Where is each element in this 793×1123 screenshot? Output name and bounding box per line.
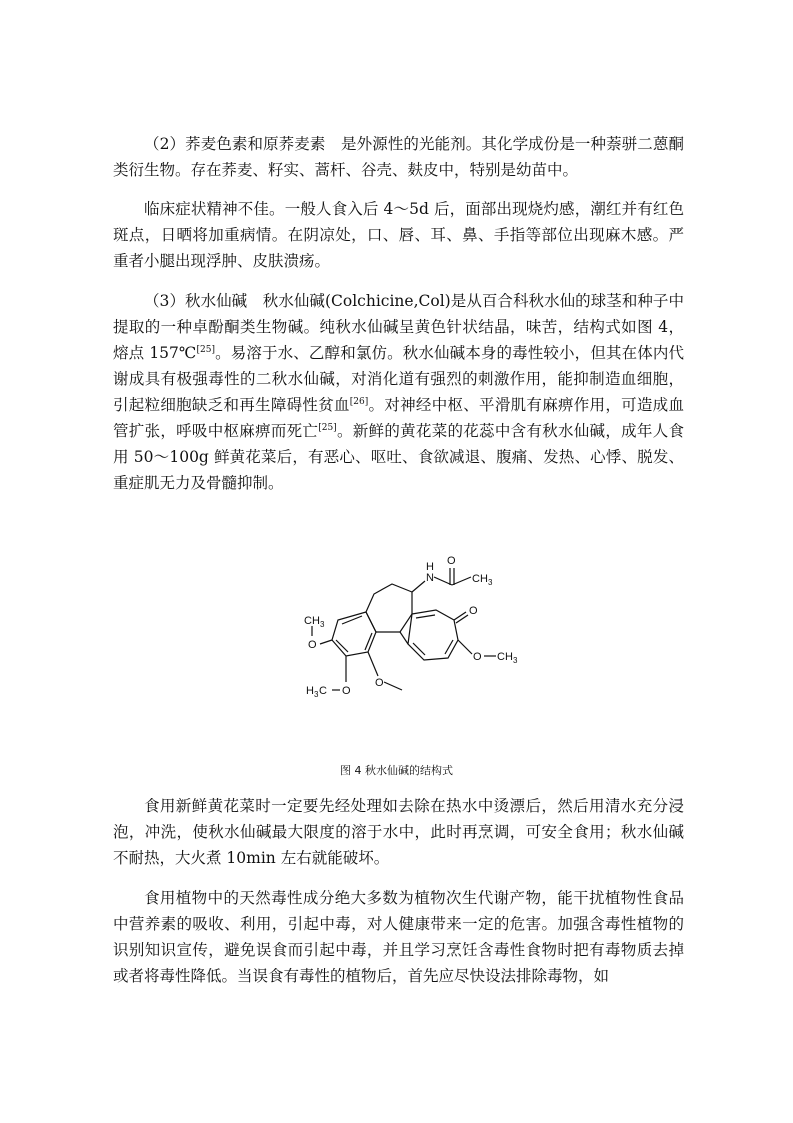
paragraph-clinical-symptoms: 临床症状精神不佳。一般人食入后 4～5d 后，面部出现烧灼感，潮红并有红色斑点，日晒将加重病情。在阴凉处，口、唇、耳、鼻、手指等部位出现麻木感。严重者小腿出现浮肿、皮肤溃疡。: [113, 200, 684, 270]
bond-c7-n: [412, 581, 425, 592]
ring-c-inner-1: [416, 615, 435, 618]
label-bottommid-o: O: [375, 677, 384, 689]
label-carbonyl-o: O: [447, 555, 456, 567]
label-acetyl-ch3: CH: [472, 573, 488, 585]
paragraph-toxins-summary: 食用植物中的天然毒性成分绝大多数为植物次生代谢产物，能干扰植物性食品中营养素的吸收、利用，引起中毒，对人健康带来一定的危害。加强含毒性植物的识别知识宣传，避免误食而引起中毒，并且学习烹饪含毒性食物时把有毒物质去掉或者将毒性降低。当误食有毒性的植物后，首先应尽快设法排除毒物，如: [113, 889, 684, 985]
colchicine-text-b: 。易溶于水、乙醇和氯仿。秋水仙碱本身的毒性较小，但其在体内代谢成具有极强毒性的二秋水仙碱，对消化道有强烈的刺激作用，能抑制造血细胞，引起粒细胞缺乏和再生障碍性贫血: [113, 344, 684, 414]
label-right-o: O: [473, 651, 482, 663]
label-nitrogen: N: [426, 572, 434, 584]
label-ketone-o: O: [469, 605, 478, 617]
bond-o-ch3-bottom: [384, 682, 402, 690]
ring-a-inner-1: [342, 616, 362, 624]
label-left-o: O: [308, 639, 317, 651]
bond-ketone-1: [454, 612, 466, 620]
citation-26: [26]: [349, 396, 369, 407]
colchicine-text-c: 。对神经中枢、平滑肌有麻痹作用，可造成血管扩张，呼吸中枢麻痹而死亡: [113, 396, 684, 440]
label-lefttop-ch3-sub: 3: [320, 620, 325, 629]
label-nh-hydrogen: H: [426, 561, 434, 573]
label-lefttop-ch3: CH: [304, 615, 320, 627]
label-right-ch3: CH: [497, 651, 513, 663]
label-bottomleft-o: O: [342, 685, 351, 697]
label-h3c-c: C: [319, 685, 327, 697]
colchicine-structure-figure: [290, 548, 530, 708]
citation-25: [25]: [196, 344, 215, 355]
bond-c10-o: [458, 640, 472, 654]
bond-c3-o: [368, 652, 378, 676]
colchicine-text-a: （3）秋水仙碱 秋水仙碱(Colchicine,Col)是从百合科秋水仙的球茎和种子中提取的一种卓酚酮类生物碱。纯秋水仙碱呈黄色针状结晶，味苦，结构式如图 4，熔点 157℃: [113, 292, 684, 362]
bond-c1-o: [320, 640, 332, 644]
label-h3c-h: H: [306, 685, 314, 697]
label-acetyl-ch3-sub: 3: [488, 578, 493, 587]
label-h3c-sub: 3: [314, 690, 319, 699]
bond-ring-junction: [400, 632, 408, 644]
bond-n-c: [434, 577, 452, 585]
figure-caption: 图 4 秋水仙碱的结构式: [340, 764, 453, 777]
label-right-ch3-sub: 3: [513, 656, 518, 665]
colchicine-text-d: 。新鲜的黄花菜的花蕊中含有秋水仙碱，成年人食用 50～100g 鲜黄花菜后，有恶心、呕吐、食欲减退、腹痛、发热、心悸、脱发、重症肌无力及骨髓抑制。: [113, 422, 684, 492]
ring-c: [408, 610, 458, 660]
paragraph-preparation: 食用新鲜黄花菜时一定要先经处理如去除在热水中烫漂后，然后用清水充分浸泡，冲洗，使秋水仙碱最大限度的溶于水中，此时再烹调，可安全食用；秋水仙碱不耐热，大火煮 10min 左右就能破坏。: [113, 797, 684, 867]
bond-c-ch3: [452, 577, 471, 585]
ring-c-inner-3: [413, 643, 425, 655]
paragraph-colchicine: [113, 288, 684, 496]
bond-ketone-2: [456, 615, 468, 623]
ring-a-inner-3: [365, 633, 372, 650]
paragraph-buckwheat-pigment: （2）荞麦色素和原荞麦素 是外源性的光能剂。其化学成份是一种萘骈二蒽酮类衍生物。存在荞麦、籽实、蒿杆、谷壳、麸皮中，特别是幼苗中。: [113, 135, 684, 179]
citation-25-second: [25]: [318, 422, 337, 433]
